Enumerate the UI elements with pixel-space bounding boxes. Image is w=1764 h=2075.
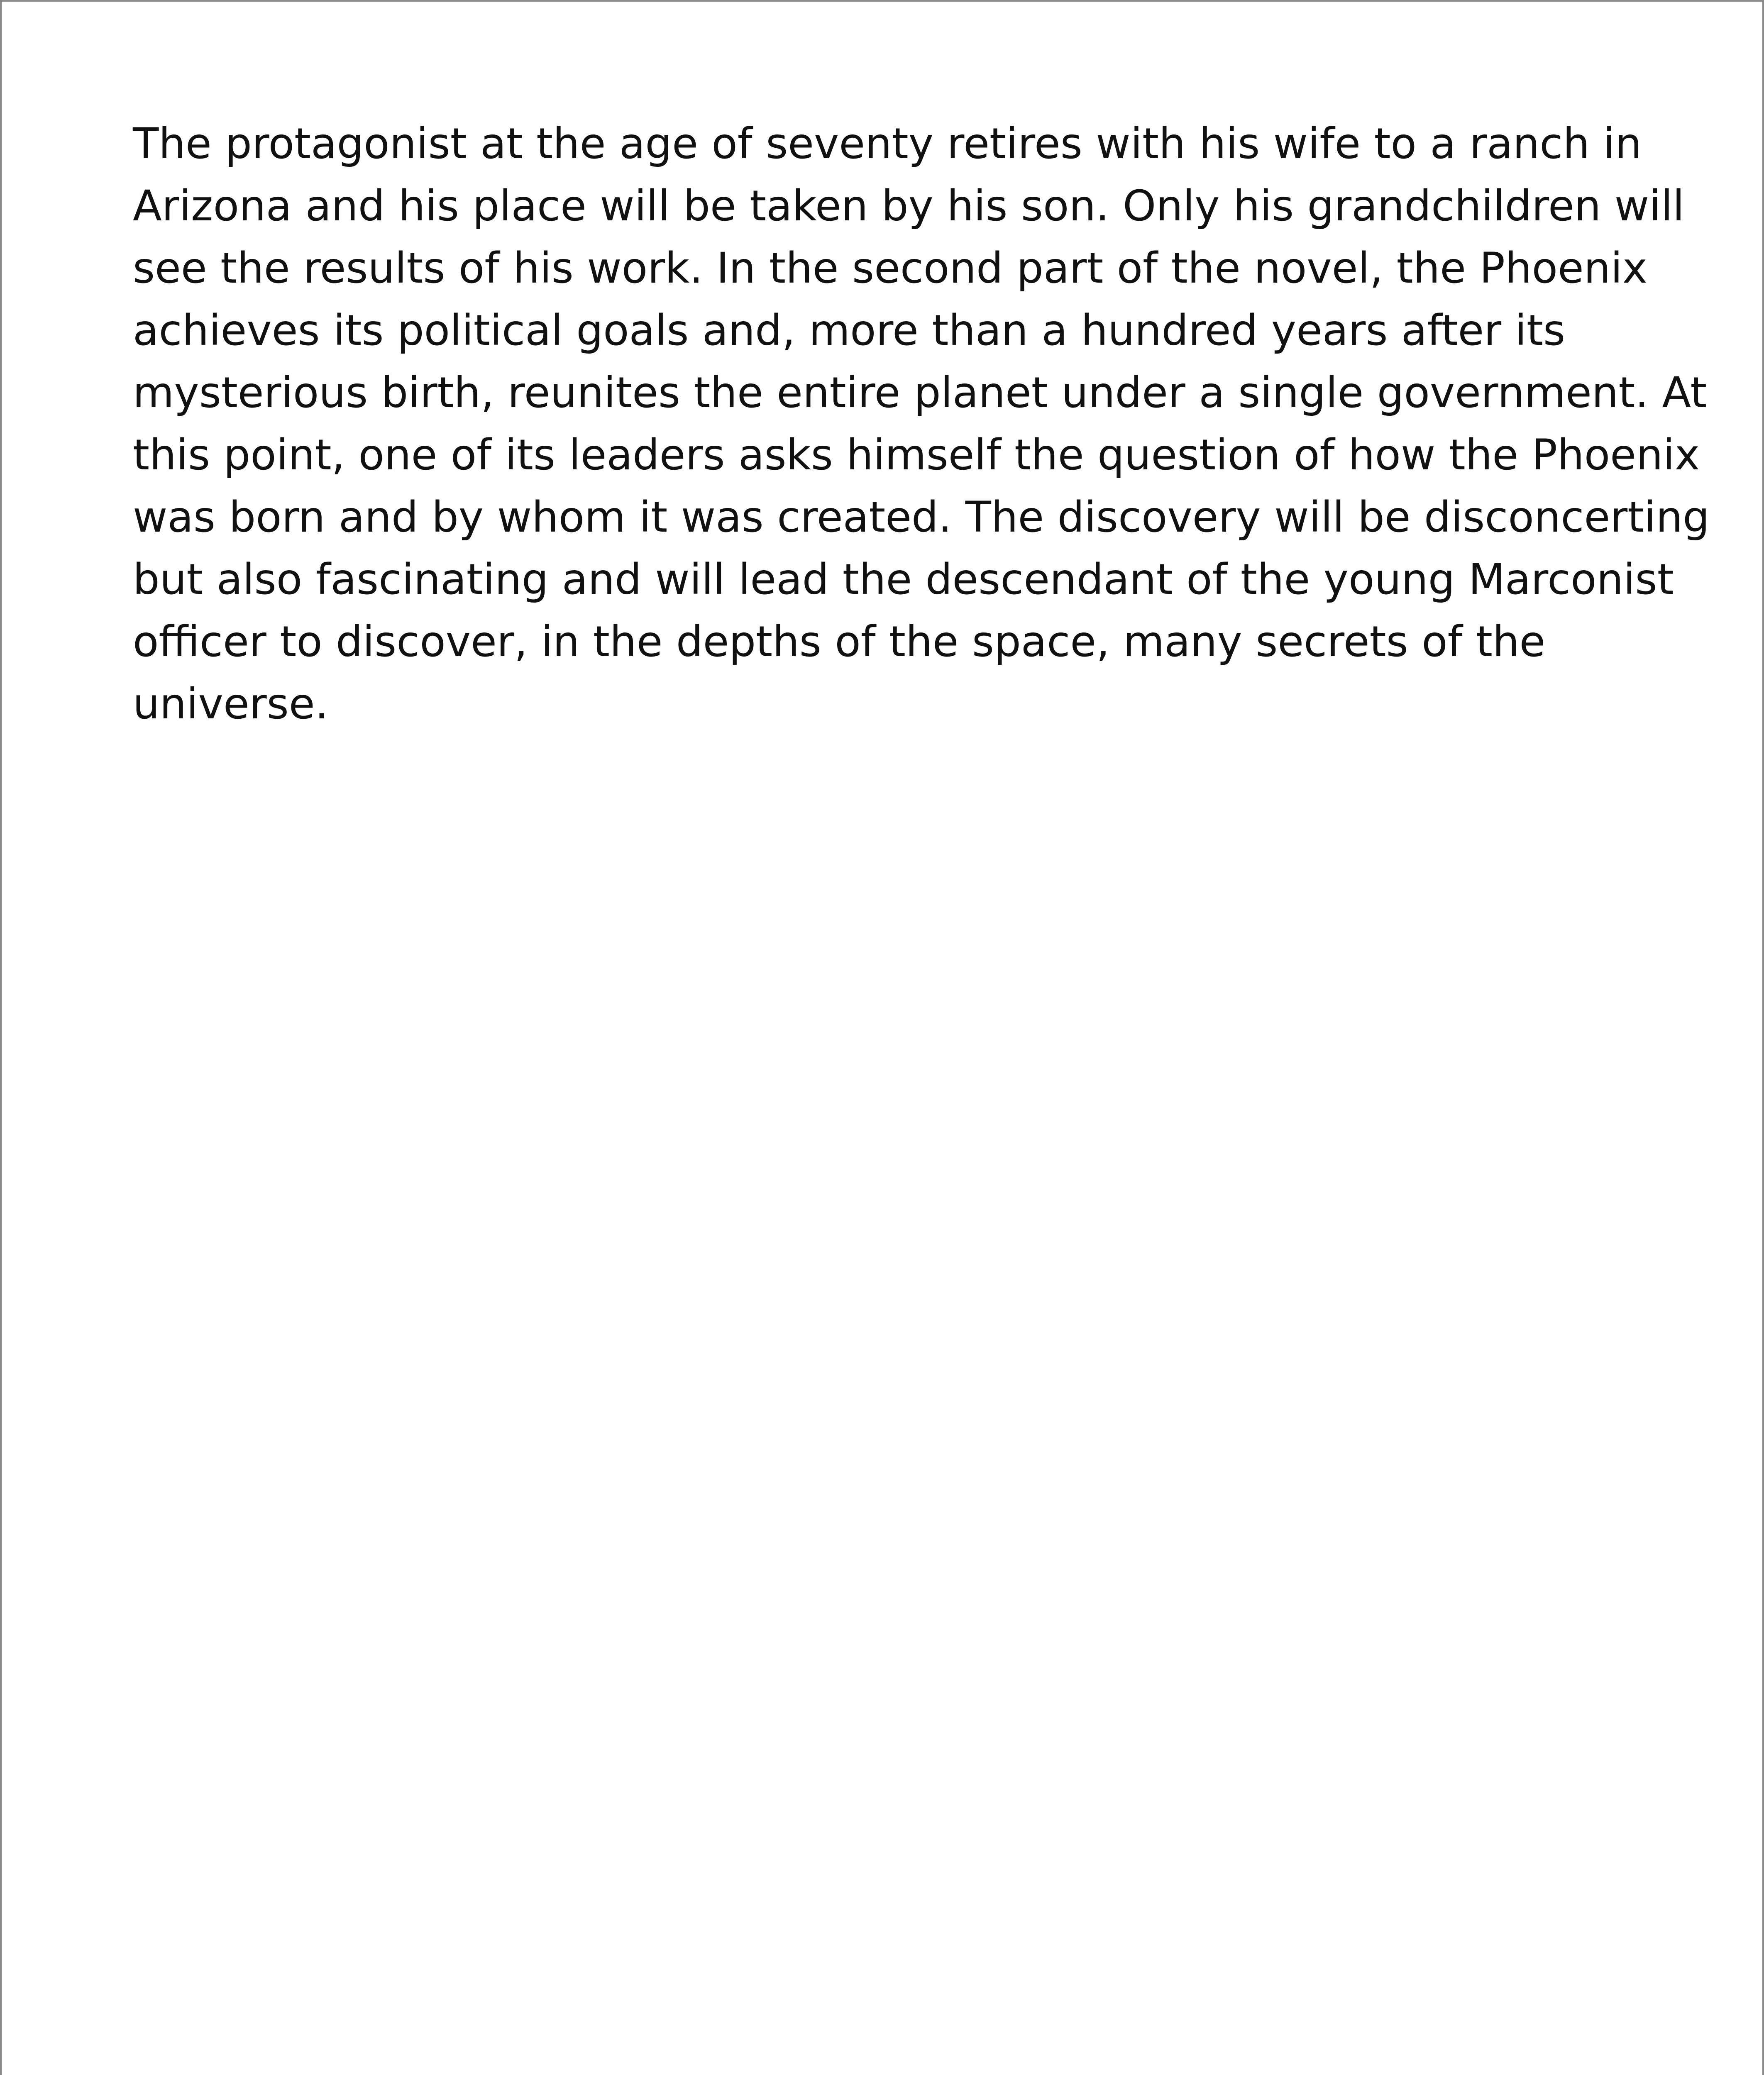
paragraph-line: but also fascinating and will lead the descendant of the young Marconist	[133, 555, 1674, 604]
paragraph-line: Arizona and his place will be taken by his son. Only his grandchildren will	[133, 181, 1685, 231]
paragraph-line: this point, one of its leaders asks himself the question of how the Phoenix	[133, 430, 1700, 480]
paragraph-line: mysterious birth, reunites the entire planet under a single government. At	[133, 368, 1707, 417]
paragraph-line: universe.	[133, 679, 329, 729]
body-paragraph	[133, 113, 1710, 735]
paragraph-line: was born and by whom it was created. The discovery will be disconcerting	[133, 493, 1710, 542]
paragraph-line: achieves its political goals and, more than a hundred years after its	[133, 306, 1566, 355]
paragraph-line: see the results of his work. In the second part of the novel, the Phoenix	[133, 244, 1648, 293]
paragraph-line: The protagonist at the age of seventy retires with his wife to a ranch in	[133, 119, 1642, 168]
paragraph-line: officer to discover, in the depths of the space, many secrets of the	[133, 617, 1546, 666]
